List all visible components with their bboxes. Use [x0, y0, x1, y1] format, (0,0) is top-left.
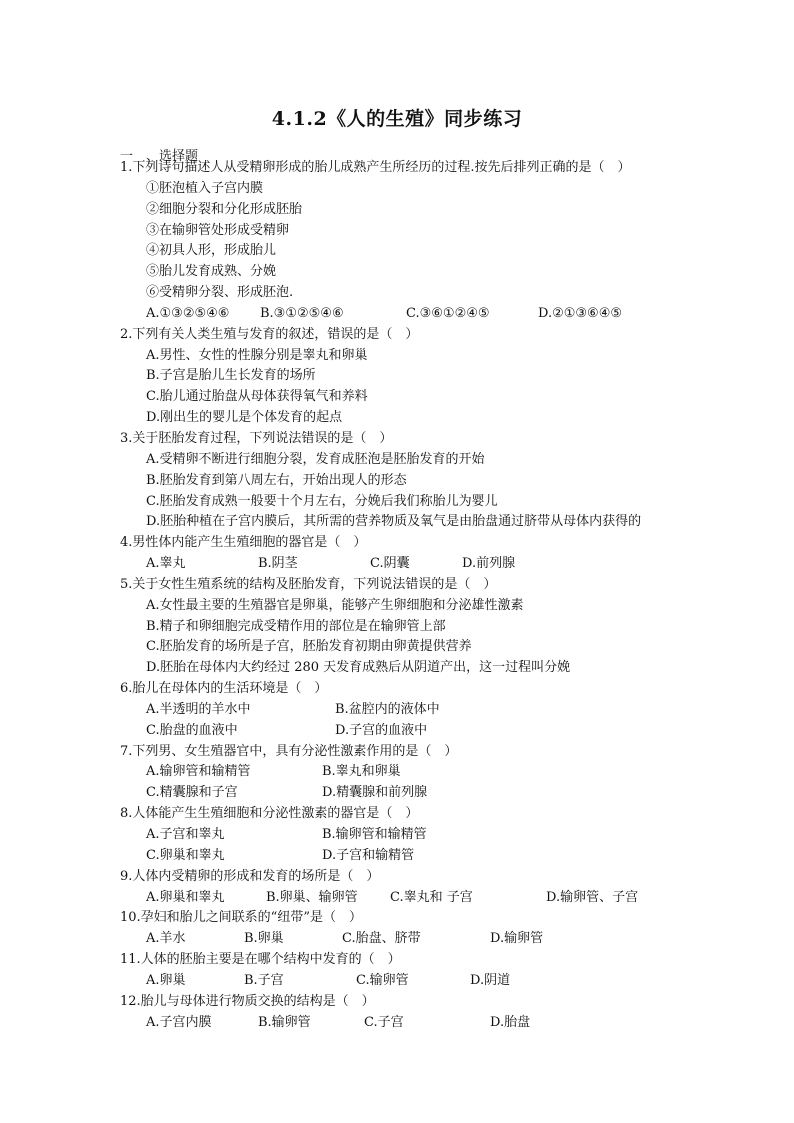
list-item: ③在输卵管处形成受精卵 [146, 222, 290, 238]
list-item: ①胚泡植入子宫内膜 [146, 180, 264, 196]
options-row [120, 888, 720, 909]
option-c: C.③⑥①②④⑤ [406, 305, 490, 321]
option-b: B.精子和卵细胞完成受精作用的部位是在输卵管上部 [146, 618, 446, 634]
options-row [120, 929, 720, 950]
option-b: B.输卵管和输精管 [322, 827, 427, 842]
option-c: C.胚胎发育的场所是子宫，胚胎发育初期由卵黄提供营养 [146, 639, 472, 655]
question-4 [120, 533, 720, 575]
option-b: B.阴茎 [258, 556, 298, 572]
options-row [120, 721, 720, 742]
option-a: A.①③②⑤④⑥ [146, 305, 230, 321]
option-a: A.睾丸 [146, 556, 186, 572]
page-title: 4.1.2《人的生殖》同步练习 [271, 108, 523, 130]
option-d: D.胚胎在母体内大约经过 280 天发育成熟后从阴道产出，这一过程叫分娩 [146, 660, 571, 676]
list-item: ④初具人形，形成胎儿 [146, 243, 277, 259]
option-a: A.半透明的羊水中 [146, 701, 251, 717]
option-b: B.胚胎发育到第八周左右，开始出现人的形态 [146, 472, 407, 488]
question-stem: 12.胎儿与母体进行物质交换的结构是（ ） [120, 993, 375, 1009]
options-row [120, 1013, 720, 1034]
question-stem: 9.人体内受精卵的形成和发育的场所是（ ） [120, 868, 380, 884]
option-a: A.卵巢和睾丸 [146, 889, 225, 905]
option-d: D.子宫的血液中 [335, 722, 428, 738]
question-7 [120, 742, 720, 805]
option-d: D.输卵管、子宫 [546, 889, 639, 905]
option-d: D.精囊腺和前列腺 [322, 785, 428, 801]
option-a: A.女性最主要的生殖器官是卵巢，能够产生卵细胞和分泌雄性激素 [146, 597, 524, 613]
question-5 [120, 575, 720, 679]
option-a: A.受精卵不断进行细胞分裂，发育成胚泡是胚胎发育的开始 [146, 451, 485, 467]
question-stem: 10.孕妇和胎儿之间联系的“纽带”是（ ） [120, 910, 362, 926]
option-b: B.子宫 [244, 972, 284, 988]
option-a: A.男性、女性的性腺分别是睾丸和卵巢 [146, 347, 368, 363]
option-d: D.②①③⑥④⑤ [538, 305, 623, 321]
option-b: B.输卵管 [258, 1014, 311, 1030]
option-b: B.睾丸和卵巢 [322, 764, 401, 780]
option-d: D.输卵管 [490, 931, 544, 947]
question-stem: 11.人体的胚胎主要是在哪个结构中发育的（ ） [120, 952, 401, 968]
question-8 [120, 804, 720, 867]
options-row [120, 825, 720, 846]
option-a: A.子宫内膜 [146, 1014, 212, 1030]
option-a: A.卵巢 [146, 972, 186, 988]
options-row [120, 971, 720, 992]
option-d: D.前列腺 [462, 556, 516, 572]
option-a: A.输卵管和输精管 [146, 764, 251, 780]
option-a: A.羊水 [146, 931, 186, 947]
question-3 [120, 429, 720, 533]
question-stem: 5.关于女性生殖系统的结构及胚胎发育，下列说法错误的是（ ） [120, 576, 497, 592]
option-d: D.刚出生的婴儿是个体发育的起点 [146, 410, 343, 426]
question-1 [120, 158, 720, 325]
option-d: D.阴道 [470, 972, 511, 988]
question-stem: 1.下列诗句描述人从受精卵形成的胎儿成熟产生所经历的过程.按先后排列正确的是（ ） [120, 160, 631, 175]
question-stem: 6.胎儿在母体内的生活环境是（ ） [120, 681, 328, 697]
question-12 [120, 992, 720, 1034]
option-b: B.卵巢、输卵管 [266, 889, 358, 905]
list-item: ⑤胎儿发育成熟、分娩 [146, 264, 277, 280]
option-c: C.卵巢和睾丸 [146, 847, 225, 863]
question-11 [120, 950, 720, 992]
option-c: C.子宫 [364, 1014, 404, 1030]
option-c: C.胚胎发育成熟一般要十个月左右，分娩后我们称胎儿为婴儿 [146, 493, 498, 509]
list-item: ②细胞分裂和分化形成胚胎 [146, 201, 303, 217]
options-row [120, 700, 720, 721]
section-heading: 一 、选择题 [120, 149, 199, 164]
option-a: A.子宫和睾丸 [146, 827, 225, 842]
option-c: C.输卵管 [356, 972, 409, 988]
option-b: B.③①②⑤④⑥ [260, 305, 344, 321]
option-d: D.胚胎种植在子宫内膜后，其所需的营养物质及氧气是由胎盘通过脐带从母体内获得的 [146, 514, 642, 530]
option-c: C.睾丸和 子宫 [390, 889, 473, 905]
option-d: D.子宫和输精管 [322, 847, 415, 863]
option-c: C.胎盘的血液中 [146, 722, 238, 738]
option-c: C.精囊腺和子宫 [146, 785, 238, 801]
list-item: ⑥受精卵分裂、形成胚泡. [146, 285, 294, 301]
option-c: C.阴囊 [370, 556, 410, 572]
option-c: C.胎盘、脐带 [342, 931, 421, 947]
options-row [120, 554, 720, 575]
question-stem: 4.男性体内能产生生殖细胞的器官是（ ） [120, 535, 367, 551]
options-row [120, 762, 720, 783]
question-6 [120, 679, 720, 742]
option-b: B.卵巢 [244, 931, 284, 947]
question-list [120, 158, 720, 1033]
options-row [120, 304, 720, 325]
question-stem: 3.关于胚胎发育过程，下列说法错误的是（ ） [120, 430, 393, 446]
option-d: D.胎盘 [490, 1014, 531, 1030]
question-2 [120, 325, 720, 429]
options-row [120, 846, 720, 867]
option-c: C.胎儿通过胎盘从母体获得氧气和养料 [146, 389, 368, 405]
option-b: B.子宫是胎儿生长发育的场所 [146, 368, 316, 384]
question-stem: 2.下列有关人类生殖与发育的叙述，错误的是（ ） [120, 326, 419, 342]
option-b: B.盆腔内的液体中 [335, 701, 440, 717]
question-10 [120, 908, 720, 950]
question-stem: 8.人体能产生生殖细胞和分泌性激素的器官是（ ） [120, 806, 419, 822]
question-9 [120, 867, 720, 909]
question-stem: 7.下列男、女生殖器官中，具有分泌性激素作用的是（ ） [120, 743, 458, 759]
options-row [120, 783, 720, 804]
